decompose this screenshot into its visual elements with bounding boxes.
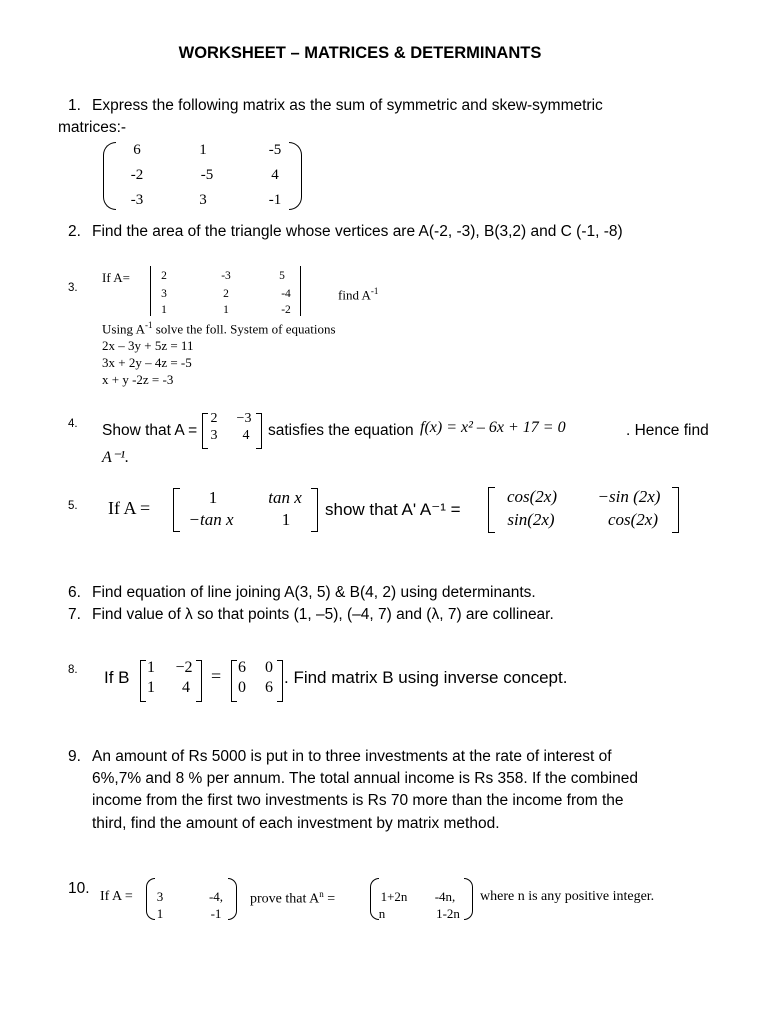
q4-equation: f(x) = x² – 6x + 17 = 0 <box>420 419 566 436</box>
q1-matrix-cell: -5 <box>200 167 214 183</box>
q10-result-cell: -4n, <box>434 889 456 904</box>
q3-using-text: Using A <box>102 321 145 337</box>
q1-number: 1. <box>68 97 81 114</box>
q1-text-line2: matrices:- <box>58 119 127 136</box>
q4-matrix <box>202 413 264 449</box>
q5-result-matrix <box>488 485 680 535</box>
q9-line: An amount of Rs 5000 is put in to three investments at the rate of interest of <box>92 748 612 765</box>
q10-cell: -4, <box>208 889 224 904</box>
q5-cell: 1 <box>208 488 218 507</box>
q5-result-cell: −sin (2x) <box>597 487 661 506</box>
q3-cell: 2 <box>223 288 229 300</box>
q1-matrix-cell: 1 <box>199 142 207 158</box>
q10-right-bracket <box>228 878 237 920</box>
q5-matrix <box>173 486 319 534</box>
q3-cell: -3 <box>221 270 231 282</box>
q8-m1-cell: 1 <box>147 679 155 696</box>
q6-number: 6. <box>68 584 81 601</box>
q4-a-inverse: A⁻¹. <box>102 449 130 466</box>
q3-find-sup: -1 <box>370 286 379 296</box>
q5-show: show that A' A⁻¹ = <box>325 500 461 519</box>
q5-number: 5. <box>68 500 78 512</box>
q3-determinant <box>150 266 310 316</box>
q10-result-matrix <box>370 878 474 922</box>
q8-m1-cell: −2 <box>175 659 193 676</box>
q10-number: 10. <box>68 880 90 897</box>
q10-result-cell: 1+2n <box>380 889 408 904</box>
q8-m2-cell: 6 <box>265 679 273 696</box>
q10-prove-sup: n <box>319 889 324 899</box>
q8-equals: = <box>211 666 222 686</box>
q3-using-rest: solve the foll. System of equations <box>152 321 336 337</box>
q3-using <box>102 320 336 337</box>
q1-matrix-cell: -2 <box>130 167 144 183</box>
q10-prove <box>250 889 335 908</box>
q5-if-a-text: If A = <box>108 498 151 518</box>
q3-equation-2: 3x + 2y – 4z = -5 <box>102 355 192 370</box>
q3-left-bar <box>150 266 151 316</box>
q5-cell: 1 <box>281 510 291 529</box>
q5-result-cell: cos(2x) <box>607 510 659 529</box>
q8-matrix-2 <box>231 660 283 702</box>
q3-using-sup: -1 <box>144 320 153 330</box>
q10-matrix <box>146 878 240 922</box>
q3-equation-1: 2x – 3y + 5z = 11 <box>102 338 194 353</box>
q3-number: 3. <box>68 282 78 294</box>
q3-cell: 3 <box>161 288 167 300</box>
q6-text: Find equation of line joining A(3, 5) & B(4, 2) using determinants. <box>92 584 536 601</box>
q1-matrix <box>103 140 303 212</box>
q8-m1-cell: 4 <box>182 679 190 696</box>
q8-if-b: If B <box>104 668 130 687</box>
page-title: WORKSHEET – MATRICES & DETERMINANTS <box>178 44 542 62</box>
q1-matrix-cell: -5 <box>268 142 282 158</box>
q10-cell: 1 <box>156 906 164 921</box>
q10-where: where n is any positive integer. <box>480 889 655 904</box>
q8-number: 8. <box>68 664 78 676</box>
q3-cell: -4 <box>281 288 291 300</box>
q10-if-a: If A = <box>100 889 133 904</box>
q3-cell: 1 <box>223 304 229 316</box>
q10-result-cell: n <box>378 906 386 921</box>
q3-cell: -2 <box>281 304 291 316</box>
q10-cell: -1 <box>210 906 222 921</box>
q3-cell: 5 <box>279 270 285 282</box>
q5-cell: tan x <box>268 488 302 507</box>
q8-m1-cell: 1 <box>147 659 155 676</box>
q3-cell: 2 <box>161 270 167 282</box>
q1-matrix-cell: -3 <box>130 192 144 208</box>
q9-line: 6%,7% and 8 % per annum. The total annual income is Rs 358. If the combined <box>92 770 638 787</box>
q9-line: third, find the amount of each investment by matrix method. <box>92 815 500 832</box>
q1-matrix-cell: 4 <box>271 167 279 183</box>
q8-text: . Find matrix B using inverse concept. <box>284 668 568 687</box>
q8-m2-cell: 0 <box>238 679 246 696</box>
q4-cell: 2 <box>210 411 218 426</box>
q3-equation-3: x + y -2z = -3 <box>102 372 174 387</box>
q8-m2-right-bracket <box>277 660 283 702</box>
q8-m2-cell: 0 <box>265 659 273 676</box>
q3-if-a: If A= <box>102 270 130 285</box>
q8-m2-cell: 6 <box>238 659 246 676</box>
q1-text-line1: Express the following matrix as the sum of symmetric and skew-symmetric <box>92 97 603 114</box>
q4-satisfies: satisfies the equation <box>268 422 414 439</box>
q10-prove-text: prove that A <box>250 891 320 907</box>
q9-number: 9. <box>68 748 81 765</box>
q1-matrix-cell: -1 <box>268 192 282 208</box>
q5-result-cell: sin(2x) <box>507 510 555 529</box>
q2-number: 2. <box>68 223 81 240</box>
q1-matrix-left-bracket <box>103 142 116 210</box>
q10-cell: 3 <box>156 889 164 904</box>
q3-right-bar <box>300 266 301 316</box>
q5-if-a <box>108 498 150 519</box>
q4-cell: 3 <box>210 428 218 443</box>
q4-right-bracket <box>256 413 262 449</box>
q8-matrix-1 <box>140 660 202 702</box>
q2-text: Find the area of the triangle whose vertices are A(-2, -3), B(3,2) and C (-1, -8) <box>92 223 623 240</box>
q7-text: Find value of λ so that points (1, –5), (–4, 7) and (λ, 7) are collinear. <box>92 606 554 623</box>
q7-number: 7. <box>68 606 81 623</box>
q9-line: income from the first two investments is Rs 70 more than the income from the <box>92 792 624 809</box>
q5-cell: −tan x <box>188 510 234 529</box>
q1-matrix-cell: 3 <box>199 192 207 208</box>
q5-result-cell: cos(2x) <box>506 487 558 506</box>
q4-number: 4. <box>68 418 78 430</box>
q10-result-cell: 1-2n <box>436 906 460 921</box>
q4-hence: . Hence find <box>626 422 709 439</box>
q4-cell: −3 <box>236 411 252 426</box>
q1-matrix-cell: 6 <box>133 142 141 158</box>
q3-find-text: find A <box>338 287 371 303</box>
q10-prove-eq: = <box>323 891 336 907</box>
q4-show: Show that A = <box>102 422 198 439</box>
q4-cell: 4 <box>242 428 250 443</box>
q3-find <box>338 286 378 303</box>
q3-cell: 1 <box>161 304 167 316</box>
